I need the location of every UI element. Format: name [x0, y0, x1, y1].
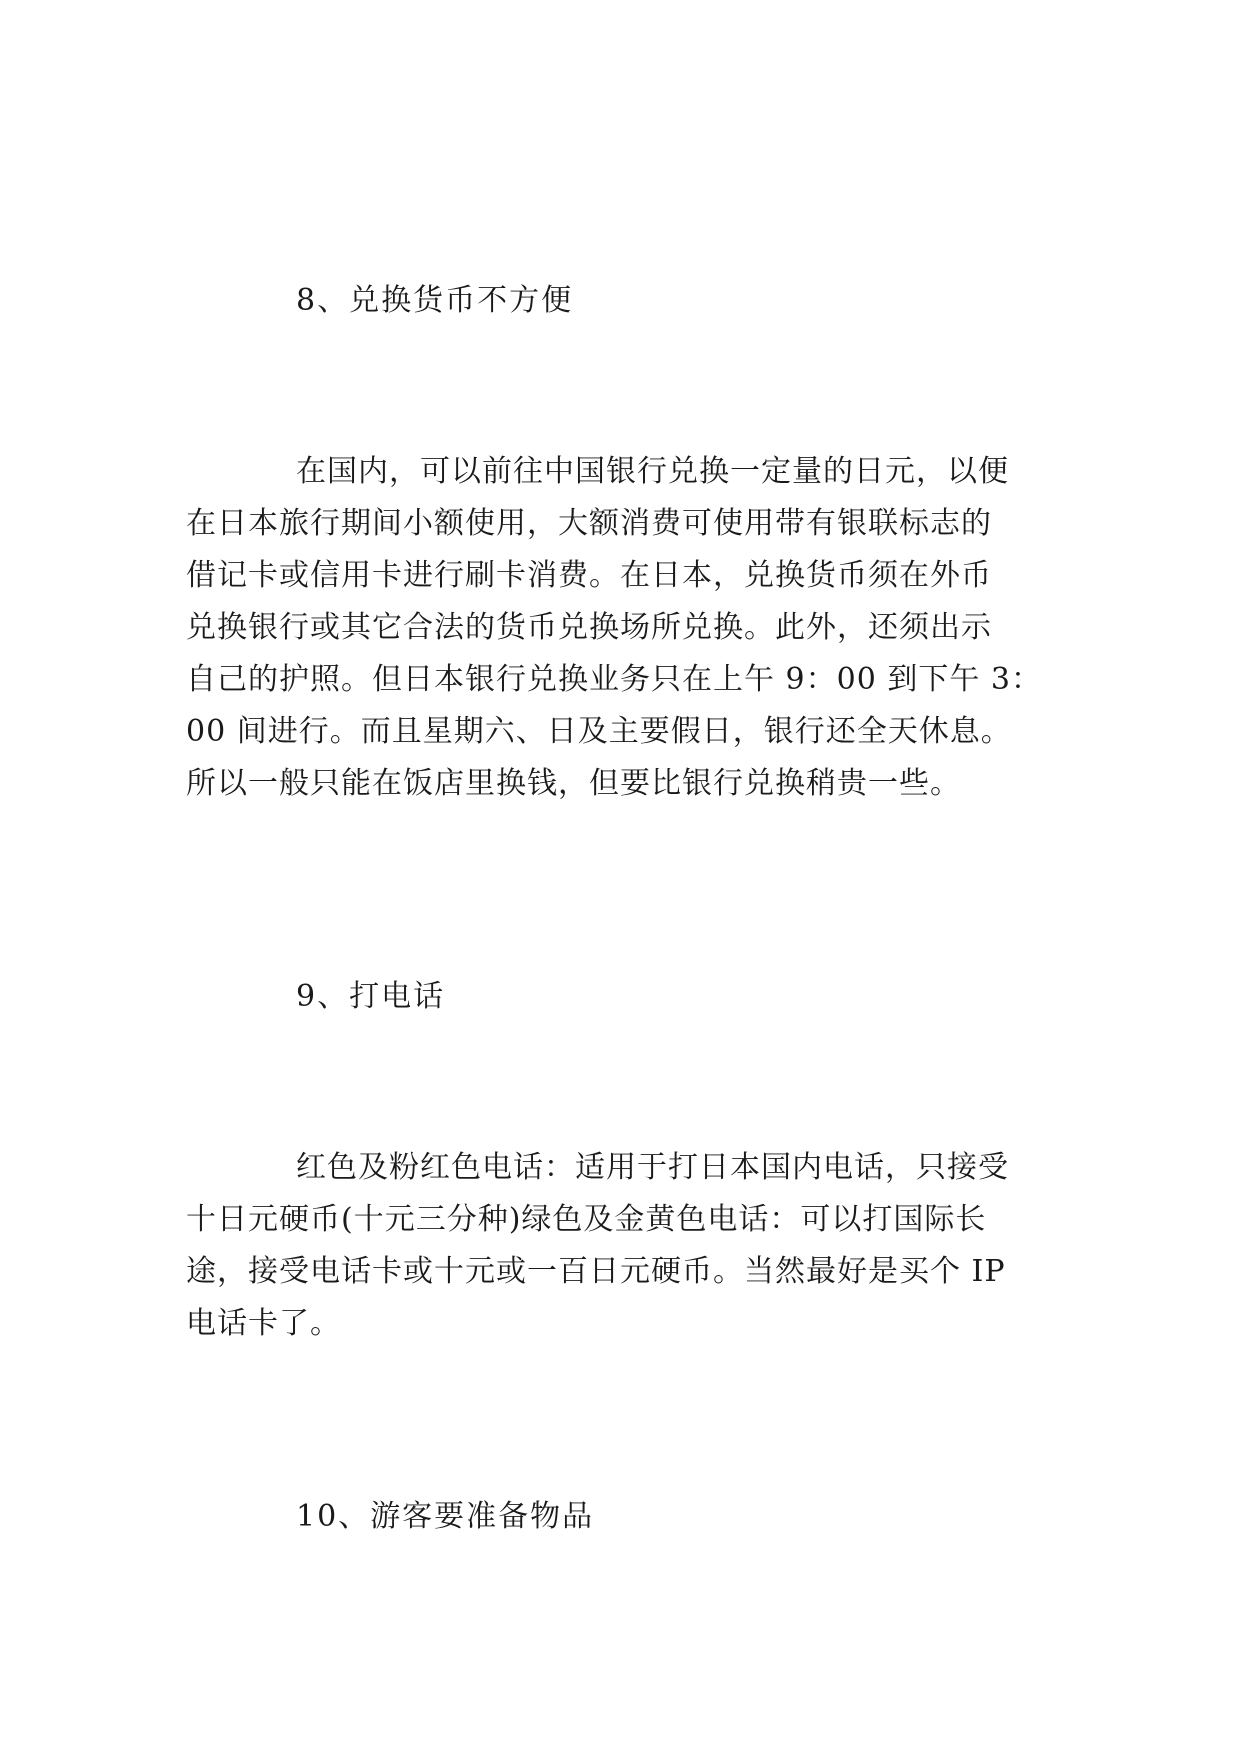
paragraph-line: 兑换银行或其它合法的货币兑换场所兑换。此外，还须出示	[186, 610, 992, 645]
paragraph-line: 在日本旅行期间小额使用，大额消费可使用带有银联标志的	[186, 506, 992, 541]
paragraph-line: 借记卡或信用卡进行刷卡消费。在日本，兑换货币须在外币	[186, 558, 992, 593]
section-heading-items: 10、游客要准备物品	[296, 1499, 595, 1534]
paragraph-line: 00 间进行。而且星期六、日及主要假日，银行还全天休息。	[186, 714, 1012, 749]
section-heading-currency: 8、兑换货币不方便	[296, 283, 574, 318]
paragraph-line: 电话卡了。	[186, 1306, 341, 1341]
paragraph-line: 所以一般只能在饭店里换钱，但要比银行兑换稍贵一些。	[186, 766, 961, 801]
paragraph-currency	[186, 446, 1066, 810]
paragraph-line: 十日元硬币(十元三分种)绿色及金黄色电话：可以打国际长	[186, 1202, 987, 1237]
paragraph-line: 在国内，可以前往中国银行兑换一定量的日元，以便	[296, 454, 1009, 489]
paragraph-line: 自己的护照。但日本银行兑换业务只在上午 9：00 到下午 3：	[186, 662, 1042, 697]
section-heading-phone: 9、打电话	[296, 979, 446, 1014]
paragraph-phone	[186, 1142, 1066, 1350]
paragraph-line: 红色及粉红色电话：适用于打日本国内电话，只接受	[296, 1150, 1009, 1185]
paragraph-line: 途，接受电话卡或十元或一百日元硬币。当然最好是买个 IP	[186, 1254, 1006, 1289]
